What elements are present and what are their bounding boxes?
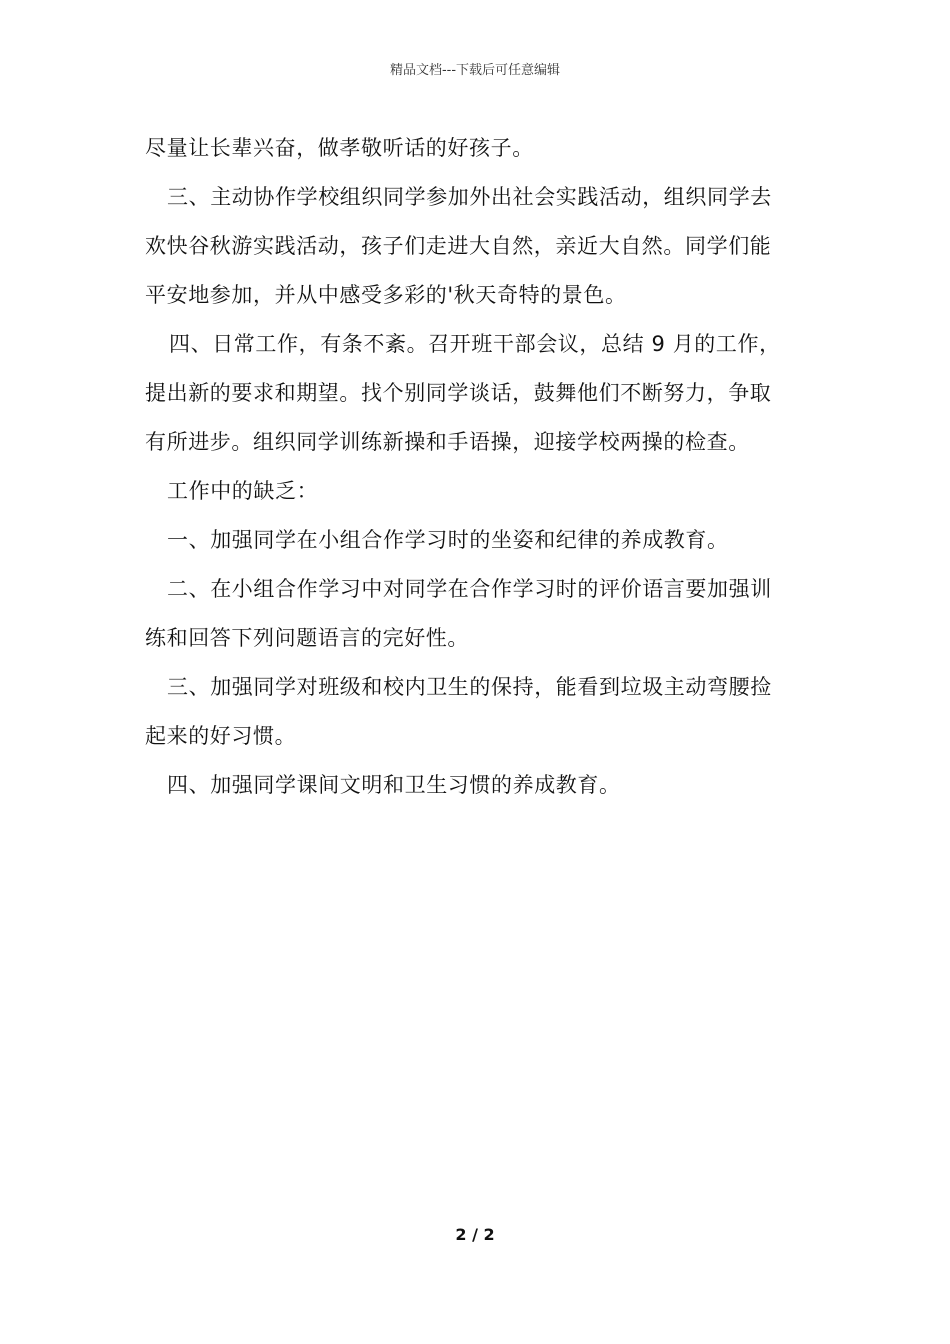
text-line: 欢快谷秋游实践活动，孩子们走进大自然，亲近大自然。同学们能 — [145, 234, 772, 258]
text-line: 练和回答下列问题语言的完好性。 — [145, 626, 469, 650]
section-heading: 工作中的缺乏： — [167, 479, 319, 503]
text-line: 有所进步。组织同学训练新操和手语操，迎接学校两操的检查。 — [145, 430, 750, 454]
text-line: 四、日常工作，有条不紊。召开班干部会议，总结 9 月的工作， — [169, 332, 781, 356]
text-line: 二、在小组合作学习中对同学在合作学习时的评价语言要加强训 — [167, 577, 772, 601]
text-line: 平安地参加，并从中感受多彩的'秋天奇特的景色。 — [145, 283, 627, 307]
text-line: 三、加强同学对班级和校内卫生的保持，能看到垃圾主动弯腰捡 — [167, 675, 772, 699]
text-line: 起来的好习惯。 — [145, 724, 297, 748]
text-line: 三、主动协作学校组织同学参加外出社会实践活动，组织同学去 — [167, 185, 772, 209]
text-line: 一、加强同学在小组合作学习时的坐姿和纪律的养成教育。 — [167, 528, 729, 552]
text-line: 提出新的要求和期望。找个别同学谈话，鼓舞他们不断努力，争取 — [145, 381, 772, 405]
document-body — [145, 124, 810, 810]
page-number: 2 / 2 — [455, 1225, 495, 1244]
text-line: 四、加强同学课间文明和卫生习惯的养成教育。 — [167, 773, 621, 797]
text-line: 尽量让长辈兴奋，做孝敬听话的好孩子。 — [145, 136, 534, 160]
page-header: 精品文档---下载后可任意编辑 — [389, 63, 561, 78]
